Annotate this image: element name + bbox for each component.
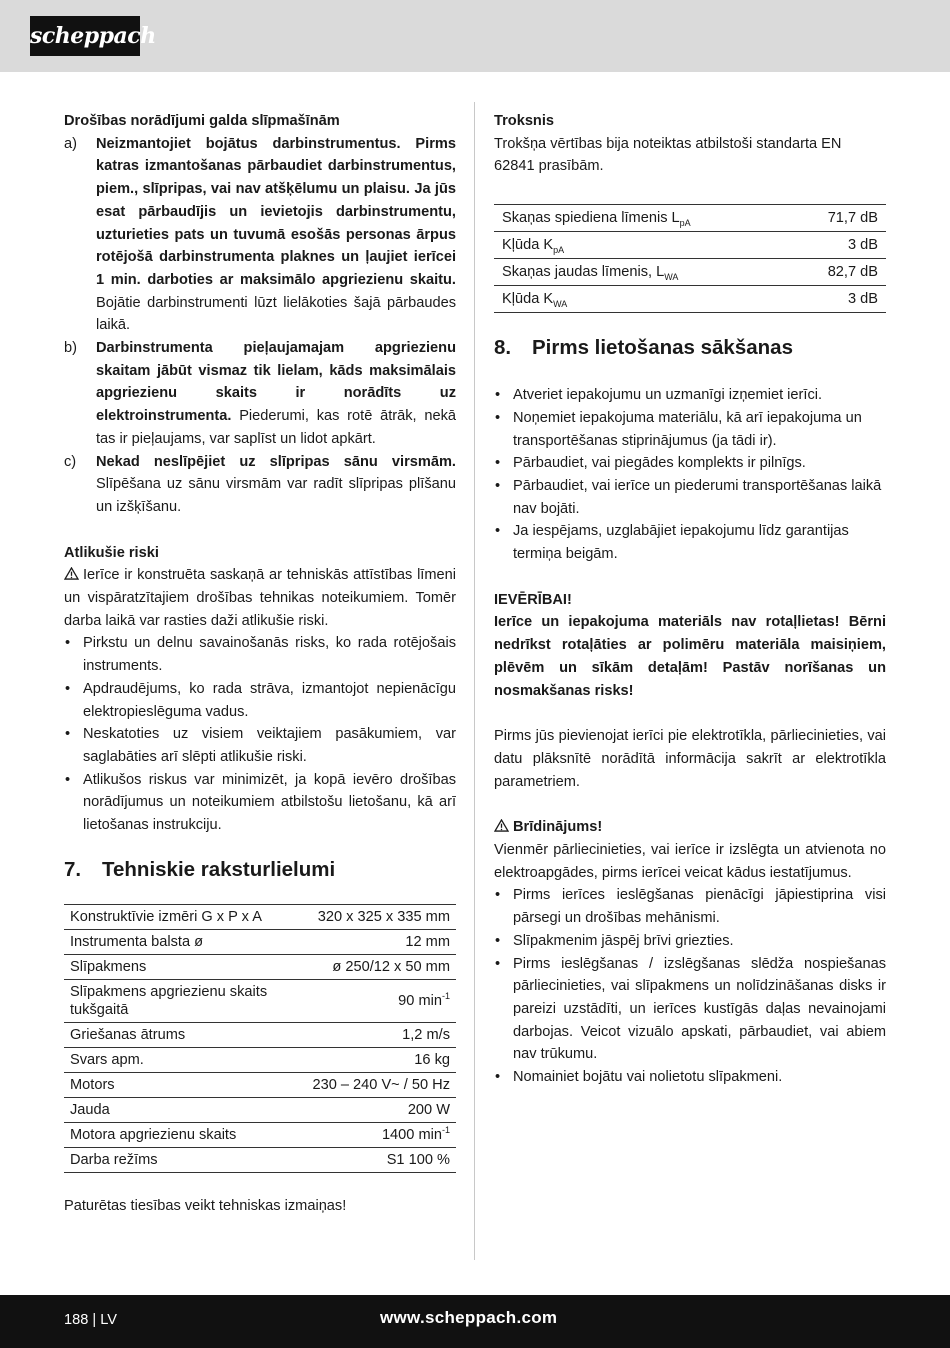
item-label: a)	[64, 135, 77, 152]
item-label: b)	[64, 340, 77, 357]
label-sub: WA	[553, 299, 568, 310]
row-label: Slīpakmens apgriezienu skaits tukšgaitā	[64, 979, 274, 1022]
right-column	[494, 110, 886, 1089]
noise-text: Trokšņa vērtības bija noteiktas atbilstoši standarta EN 62841 prasībām.	[494, 135, 842, 175]
row-value: 1,2 m/s	[274, 1022, 456, 1047]
warning-triangle-icon	[64, 567, 79, 580]
table-row	[64, 954, 456, 979]
row-value: 3 dB	[790, 286, 886, 313]
label-text: Kļūda K	[502, 237, 554, 254]
risks-intro-text: Ierīce ir konstruēta saskaņā ar tehniskās attīstības līmeni un vispāratzītajiem drošības tehnikas noteikumiem. Tomēr darba laikā var rasties daži atlikušie riski.	[64, 567, 456, 629]
label-sub: WA	[664, 272, 679, 283]
table-row	[64, 904, 456, 929]
row-label: Motors	[64, 1072, 274, 1097]
column-divider	[474, 102, 475, 1260]
row-value: 200 W	[274, 1097, 456, 1122]
tech-section-title	[64, 857, 456, 883]
row-label: Jauda	[64, 1097, 274, 1122]
row-value: 3 dB	[790, 232, 886, 259]
attention-title: IEVĒRĪBAI!	[494, 591, 572, 608]
attention-text: Ierīce un iepakojuma materiāls nav rotaļlietas! Bērni nedrīkst rotaļāties ar polimēru materiāla maisiņiem, plēvēm un sīkām detaļām! Pastāv norīšanas un nosmakšanas risks!	[494, 614, 886, 699]
noise-title: Troksnis	[494, 113, 555, 129]
list-item: • Apdraudējums, ko rada strāva, izmantojot nepienācīgu elektropieslēguma vadus.	[64, 678, 456, 723]
table-row	[64, 1147, 456, 1172]
list-item: • Ja iespējams, uzglabājiet iepakojumu līdz garantijas termiņa beigām.	[494, 520, 886, 565]
item-text: Piederumi, kas rotē ātrāk, nekā tas ir pieļaujams, var saplīst un lidot apkārt.	[96, 408, 456, 447]
list-item: • Neskatoties uz visiem veiktajiem pasākumiem, var saglabāties arī slēpti atlikušie riski.	[64, 723, 456, 768]
table-row	[64, 929, 456, 954]
row-label: Darba režīms	[64, 1147, 274, 1172]
section-number: 8.	[494, 336, 512, 360]
value-text: 1400 min	[381, 1126, 442, 1143]
value-sup: -1	[441, 1124, 450, 1135]
section-number: 7.	[64, 857, 82, 881]
row-value: 71,7 dB	[790, 205, 886, 232]
label-sub: pA	[679, 218, 691, 229]
table-row	[494, 205, 886, 232]
list-item: • Atlikušos riskus var minimizēt, ja kopā ievēro drošības norādījumus un noteikumiem atbilstošu lietošanu, kā arī lietošanas instrukciju.	[64, 769, 456, 837]
table-row	[64, 1047, 456, 1072]
table-row	[64, 1097, 456, 1122]
warning-title-text: Brīdinājums!	[513, 819, 603, 836]
page-number: 188 | LV	[64, 1312, 118, 1328]
list-item: • Pirms ierīces ieslēgšanas pienācīgi jāpiestiprina visi pārsegi un drošības mehānismi.	[494, 884, 886, 929]
safety-list	[64, 133, 456, 519]
start-list	[494, 384, 886, 566]
page-header	[0, 0, 950, 72]
list-item: • Noņemiet iepakojuma materiālu, kā arī iepakojuma un transportēšanas stiprinājumus (ja tādi ir).	[494, 407, 886, 452]
row-value: 82,7 dB	[790, 259, 886, 286]
row-value: 320 x 325 x 335 mm	[274, 904, 456, 929]
row-value: 12 mm	[274, 929, 456, 954]
row-label: Slīpakmens	[64, 954, 274, 979]
safety-item	[64, 337, 456, 451]
section-title-text: Tehniskie raksturlielumi	[102, 857, 336, 881]
row-label	[494, 259, 790, 286]
list-item: • Nomainiet bojātu vai nolietotu slīpakmeni.	[494, 1066, 886, 1089]
warning-text: Vienmēr pārliecinieties, vai ierīce ir izslēgta un atvienota no elektroapgādes, pirms ierīcei veicat kādus iestatījumus.	[494, 842, 886, 881]
table-row	[64, 979, 456, 1022]
row-label: Konstruktīvie izmēri G x P x A	[64, 904, 274, 929]
item-text: Slīpēšana uz sānu virsmām var radīt slīpripas plīšanu un izšķīšanu.	[96, 476, 456, 515]
list-item: • Pirms ieslēgšanas / izslēgšanas slēdža nospiešanas pārliecinieties, vai slīpakmens un nolīdzināšanas disks ir pareizi uzstādīti, un ierīces kustīgās daļas nevainojami darbojas. Veicot vizuālo apskati, pārbaudiet, vai abiem nav trūkumu.	[494, 953, 886, 1067]
list-item: • Pirkstu un delnu savainošanās risks, ko rada rotējošais instruments.	[64, 632, 456, 677]
tech-note: Paturētas tiesības veikt tehniskas izmaiņas!	[64, 1197, 347, 1214]
noise-table	[494, 204, 886, 313]
item-bold-text: Neizmantojiet bojātus darbinstrumentus. Pirms katras izmantošanas pārbaudiet darbinstrumentus, piem., slīpripas, vai nav atšķēlumu un plaisu. Ja jūs esat pārbaudījis un ievietojis darbinstrumentu, uzturieties pats un tuvumā esošās personas ārpus rotējošā darbinstrumenta plaknes un ļaujiet ierīcei 1 min. darboties ar maksimālo apgriezienu skaitu.	[96, 135, 456, 288]
row-label: Griešanas ātrums	[64, 1022, 274, 1047]
item-bold-text: Nekad neslīpējiet uz slīpripas sānu virsmām.	[96, 453, 456, 470]
row-value: 16 kg	[274, 1047, 456, 1072]
safety-item	[64, 133, 456, 337]
row-value: 230 – 240 V~ / 50 Hz	[274, 1072, 456, 1097]
scheppach-logo: scheppach	[30, 16, 140, 56]
label-sub: pA	[553, 245, 565, 256]
table-row	[64, 1022, 456, 1047]
table-row	[494, 286, 886, 313]
risks-title: Atlikušie riski	[64, 544, 159, 561]
website-url: www.scheppach.com	[380, 1308, 558, 1327]
row-label	[494, 232, 790, 259]
row-value	[274, 1122, 456, 1147]
row-value: S1 100 %	[274, 1147, 456, 1172]
warning-list	[494, 884, 886, 1088]
list-item: • Atveriet iepakojumu un uzmanīgi izņemiet ierīci.	[494, 384, 886, 407]
label-text: Kļūda K	[502, 291, 554, 308]
table-row	[64, 1122, 456, 1147]
row-label	[494, 205, 790, 232]
start-section-title	[494, 335, 886, 361]
row-label	[494, 286, 790, 313]
row-label: Svars apm.	[64, 1047, 274, 1072]
warning-triangle-icon	[494, 819, 509, 832]
risks-intro	[64, 564, 456, 632]
row-label: Instrumenta balsta ø	[64, 929, 274, 954]
tech-table	[64, 904, 456, 1173]
safety-item	[64, 451, 456, 519]
row-value: ø 250/12 x 50 mm	[274, 954, 456, 979]
table-row	[494, 232, 886, 259]
label-text: Skaņas spiediena līmenis L	[502, 210, 680, 227]
value-text: 90 min	[398, 992, 442, 1009]
table-row	[64, 1072, 456, 1097]
value-sup: -1	[441, 990, 450, 1001]
item-text: Bojātie darbinstrumenti lūzt lielākoties šajā pārbaudes laikā.	[96, 294, 456, 334]
row-value	[274, 979, 456, 1022]
section-title-text: Pirms lietošanas sākšanas	[532, 336, 793, 360]
page-footer	[0, 1295, 950, 1348]
list-item: • Pārbaudiet, vai ierīce un piederumi transportēšanas laikā nav bojāti.	[494, 475, 886, 520]
table-row	[494, 259, 886, 286]
connect-text: Pirms jūs pievienojat ierīci pie elektrotīkla, pārliecinieties, vai datu plāksnītē norādītā informācija sakrīt ar elektrotīkla parametriem.	[494, 728, 886, 790]
row-label: Motora apgriezienu skaits	[64, 1122, 274, 1147]
left-column	[64, 110, 456, 1218]
risks-list	[64, 632, 456, 836]
safety-title: Drošības norādījumi galda slīpmašīnām	[64, 113, 340, 129]
item-bold-text: Darbinstrumenta pieļaujamajam apgriezienu skaitam jābūt vismaz tik lielam, kāds maksimālais apgriezienu skaits ir norādīts uz elektroinstrumenta.	[96, 340, 456, 425]
label-text: Skaņas jaudas līmenis, L	[502, 264, 665, 281]
list-item: • Pārbaudiet, vai piegādes komplekts ir pilnīgs.	[494, 452, 886, 475]
warning-title	[494, 816, 886, 839]
list-item: • Slīpakmenim jāspēj brīvi griezties.	[494, 930, 886, 953]
item-label: c)	[64, 453, 77, 470]
